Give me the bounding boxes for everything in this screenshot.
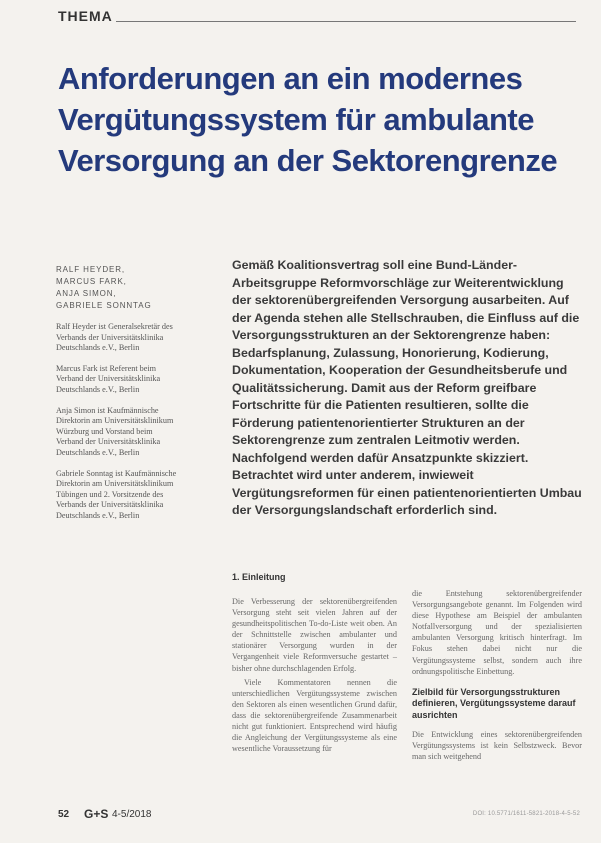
subheading: Zielbild für Versorgungsstrukturen definieren, Vergütungssysteme darauf ausrichten xyxy=(412,686,576,720)
body-paragraph: Die Entwicklung eines sektorenübergreifenden Vergütungssystems ist kein Selbstzweck. Bevor man sich weitgehend xyxy=(412,730,582,762)
author-bios xyxy=(56,322,178,532)
author-bio: Anja Simon ist Kaufmännische Direktorin am Universitätsklinikum Würzburg und Vorstand beim Verband der Universitätsklinika Deutschlands e.V., Berlin xyxy=(56,405,174,457)
author-bio: Gabriele Sonntag ist Kaufmännische Direktorin am Universitätsklinikum Tübingen und 2. Vorsitzende des Verbands der Universitätsklinika Deutschlands e.V., Berlin xyxy=(56,468,177,520)
author-name: RALF HEYDER, xyxy=(56,265,126,274)
author-name: MARCUS FARK, xyxy=(56,277,127,286)
section-label: THEMA xyxy=(58,8,113,24)
author-list xyxy=(56,264,186,312)
section-rule xyxy=(116,21,576,22)
body-column-right xyxy=(412,588,582,766)
author-name: ANJA SIMON, xyxy=(56,289,117,298)
author-name: GABRIELE SONNTAG xyxy=(56,301,152,310)
body-paragraph: Viele Kommentatoren nennen die unterschiedlichen Vergütungssysteme zwischen den Sektoren als einen wesentlichen Grund dafür, dass die sektorenübergreifende Zusammenarbeit nicht gut funktioniert. Entsprechend wird häufig die Angleichung der Vergütungssysteme als eine wesentliche Voraussetzung für xyxy=(232,677,397,754)
journal-issue: 4-5/2018 xyxy=(112,809,152,820)
author-bio: Ralf Heyder ist Generalsekretär des Verbands der Universitätsklinika Deutschlands e.V., Berlin xyxy=(56,322,173,353)
body-column-left xyxy=(232,572,397,757)
body-paragraph: die Entstehung sektorenübergreifender Versorgungsangebote genannt. Im Folgenden wird diese Hypothese am Beispiel der ambulanten Notfallversorgung und der spezialisierten ambulanten Versorgung kritisch hinterfragt. Im Fokus stehen dabei nicht nur die Vergütungssysteme selbst, sondern auch ihre ordnungspolitische Einbettung. xyxy=(412,589,582,676)
article-title: Anforderungen an ein modernes Vergütungssystem für ambulante Versorgung an der Sektorengrenze xyxy=(58,61,558,178)
page-number: 52 xyxy=(58,809,70,820)
author-bio: Marcus Fark ist Referent beim Verband der Universitätsklinika Deutschlands e.V., Berlin xyxy=(56,363,161,394)
body-paragraph: Die Verbesserung der sektorenübergreifenden Versorgung steht seit vielen Jahren auf der gesundheitspolitischen To-do-Liste weit oben. An der Schnittstelle zwischen ambulanter und stationärer Versorgung wurden in der Vergangenheit viele Reformversuche gestartet – bisher ohne durchschlagenden Erfolg. xyxy=(232,597,397,673)
journal-logo: G+S xyxy=(84,807,109,821)
article-abstract: Gemäß Koalitionsvertrag soll eine Bund-Länder-Arbeitsgruppe Reformvorschläge zur Weiterentwicklung der sektorenübergreifenden Versorgung ausarbeiten. Auf der Agenda stehen alle Stellschrauben, die Einfluss auf die Versorgungsstrukturen an der Sektorengrenze haben: Bedarfsplanung, Zulassung, Honorierung, Kodierung, Dokumentation, Kooperation der Gesundheitsberufe und Qualitätssicherung. Damit aus der Reform greifbare Fortschritte für die Patienten resultieren, sollte die Förderung patientenorientierter Strukturen an der Sektorengrenze zum zentralen Leitmotiv werden. Nachfolgend werden dafür Ansatzpunkte skizziert. Betrachtet wird unter anderem, inwieweit Vergütungsreformen für einen patientenorientierten Umbau der Versorgungslandschaft erforderlich sind. xyxy=(232,258,582,517)
doi: DOI: 10.5771/1611-5821-2018-4-5-52 xyxy=(472,811,580,817)
section-heading: 1. Einleitung xyxy=(232,572,286,582)
